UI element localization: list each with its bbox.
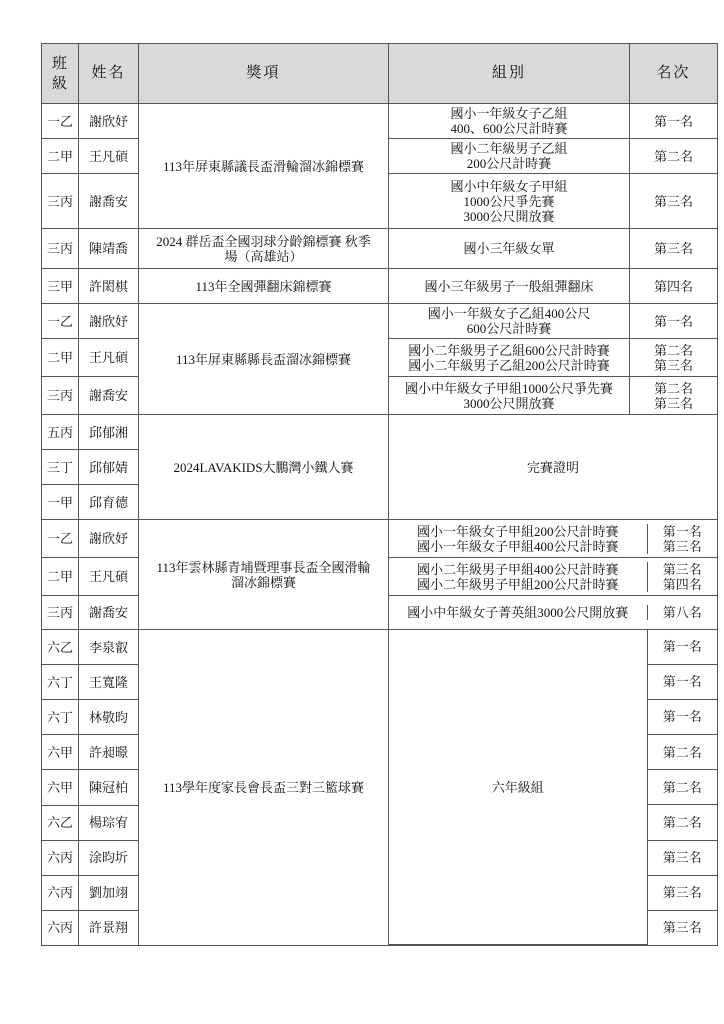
name-cell: 謝欣妤 [79, 104, 139, 139]
group-cell: 國小中年級女子甲組1000公尺爭先賽 3000公尺開放賽 [389, 377, 630, 415]
name-cell: 謝喬安 [79, 377, 139, 415]
group-cell: 國小三年級男子一般組彈翻床 [389, 269, 630, 304]
name-cell: 邱育德 [79, 485, 139, 520]
header-group: 組別 [389, 44, 630, 104]
group-cell: 國小中年級女子甲組 1000公尺爭先賽 3000公尺開放賽 [389, 174, 630, 229]
name-cell: 楊琮宥 [79, 805, 139, 840]
group-cell: 六年級組 [389, 630, 647, 945]
rank-cell: 第二名 第三名 [630, 339, 718, 377]
awards-table [41, 43, 718, 946]
table-row [42, 104, 718, 139]
table-row [42, 520, 718, 558]
table-row [42, 415, 718, 450]
rank-cell: 第二名 [647, 734, 717, 769]
header-name: 姓名 [79, 44, 139, 104]
rank-cell: 第三名 [630, 229, 718, 269]
name-cell: 李泉叡 [79, 630, 139, 665]
group-cell: 國小三年級女單 [389, 229, 630, 269]
name-cell: 林敬昀 [79, 700, 139, 735]
name-cell: 王凡碩 [79, 339, 139, 377]
class-cell: 三甲 [42, 269, 79, 304]
header-row [42, 44, 718, 104]
name-cell: 陳冠柏 [79, 770, 139, 805]
group-cell: 完賽證明 [389, 415, 718, 520]
table-row [42, 229, 718, 269]
class-cell: 六丁 [42, 700, 79, 735]
class-cell: 二甲 [42, 139, 79, 174]
class-cell: 一乙 [42, 520, 79, 558]
header-award: 獎項 [139, 44, 389, 104]
rank-cell: 第三名 第四名 [662, 561, 702, 592]
name-cell: 邱郁湘 [79, 415, 139, 450]
rank-cell: 第三名 [647, 840, 717, 875]
table-row [42, 630, 718, 665]
group-cell: 國小一年級女子乙組 400、600公尺計時賽 [389, 104, 630, 139]
name-cell: 陳靖喬 [79, 229, 139, 269]
class-cell: 五丙 [42, 415, 79, 450]
class-cell: 一乙 [42, 304, 79, 339]
rank-cell: 第八名 [662, 605, 702, 620]
class-cell: 三丁 [42, 450, 79, 485]
name-cell: 許景翔 [79, 910, 139, 945]
header-rank: 名次 [630, 44, 718, 104]
awards-sheet [41, 43, 717, 953]
rank-cell: 第二名 [647, 770, 717, 805]
name-cell: 謝喬安 [79, 174, 139, 229]
award-cell: 113學年度家長會長盃三對三籃球賽 [139, 630, 389, 946]
name-cell: 劉加翊 [79, 875, 139, 910]
rank-cell: 第二名 [630, 139, 718, 174]
class-cell: 三丙 [42, 174, 79, 229]
award-cell: 113年雲林縣青埔暨理事長盃全國滑輪 溜冰錦標賽 [139, 520, 389, 630]
name-cell: 謝喬安 [79, 596, 139, 630]
class-cell: 三丙 [42, 377, 79, 415]
rank-cell: 第四名 [630, 269, 718, 304]
rank-cell: 第三名 [647, 875, 717, 910]
rank-cell: 第三名 [662, 920, 702, 936]
award-cell: 113年全國彈翻床錦標賽 [139, 269, 389, 304]
rank-cell: 第三名 [630, 174, 718, 229]
name-cell: 王凡碩 [79, 558, 139, 596]
award-cell: 2024 群岳盃全國羽球分齡錦標賽 秋季 場（高雄站） [139, 229, 389, 269]
name-cell: 許昶暻 [79, 735, 139, 770]
name-cell: 謝欣妤 [79, 520, 139, 558]
class-cell: 一乙 [42, 104, 79, 139]
group-cell: 國小二年級男子甲組400公尺計時賽 國小二年級男子甲組200公尺計時賽 [389, 562, 647, 592]
group-cell: 國小一年級女子甲組200公尺計時賽 國小一年級女子甲組400公尺計時賽 [389, 524, 647, 554]
rank-cell: 第一名 第三名 [662, 523, 702, 554]
rank-cell: 第一名 [630, 104, 718, 139]
name-cell: 王凡碩 [79, 139, 139, 174]
class-cell: 六乙 [42, 805, 79, 840]
name-cell: 邱郁婧 [79, 450, 139, 485]
rank-cell: 第一名 [647, 664, 717, 699]
class-cell: 六乙 [42, 630, 79, 665]
class-cell: 三丙 [42, 229, 79, 269]
name-cell: 王寬隆 [79, 665, 139, 700]
rank-cell: 第二名 第三名 [630, 377, 718, 415]
rank-cell: 第一名 [630, 304, 718, 339]
class-cell: 六丙 [42, 910, 79, 945]
header-class: 班級 [42, 44, 79, 104]
class-cell: 一甲 [42, 485, 79, 520]
table-row [42, 269, 718, 304]
class-cell: 三丙 [42, 596, 79, 630]
class-cell: 六丙 [42, 840, 79, 875]
award-cell: 2024LAVAKIDS大鵬灣小鐵人賽 [139, 415, 389, 520]
group-cell: 國小二年級男子乙組 200公尺計時賽 [389, 139, 630, 174]
name-cell: 謝欣妤 [79, 304, 139, 339]
class-cell: 六甲 [42, 735, 79, 770]
class-cell: 二甲 [42, 339, 79, 377]
group-cell: 國小中年級女子菁英組3000公尺開放賽 [389, 605, 647, 620]
award-cell: 113年屏東縣議長盃滑輪溜冰錦標賽 [139, 104, 389, 229]
class-cell: 二甲 [42, 558, 79, 596]
name-cell: 許閎棋 [79, 269, 139, 304]
group-cell: 國小二年級男子乙組600公尺計時賽 國小二年級男子乙組200公尺計時賽 [389, 339, 630, 377]
rank-cell: 第二名 [647, 805, 717, 840]
name-cell: 涂昀圻 [79, 840, 139, 875]
rank-cell: 第一名 [647, 699, 717, 734]
class-cell: 六甲 [42, 770, 79, 805]
table-row [42, 304, 718, 339]
group-cell: 國小一年級女子乙組400公尺 600公尺計時賽 [389, 304, 630, 339]
class-cell: 六丙 [42, 875, 79, 910]
rank-cell: 第一名 [647, 630, 717, 664]
award-cell: 113年屏東縣縣長盃溜冰錦標賽 [139, 304, 389, 415]
class-cell: 六丁 [42, 665, 79, 700]
